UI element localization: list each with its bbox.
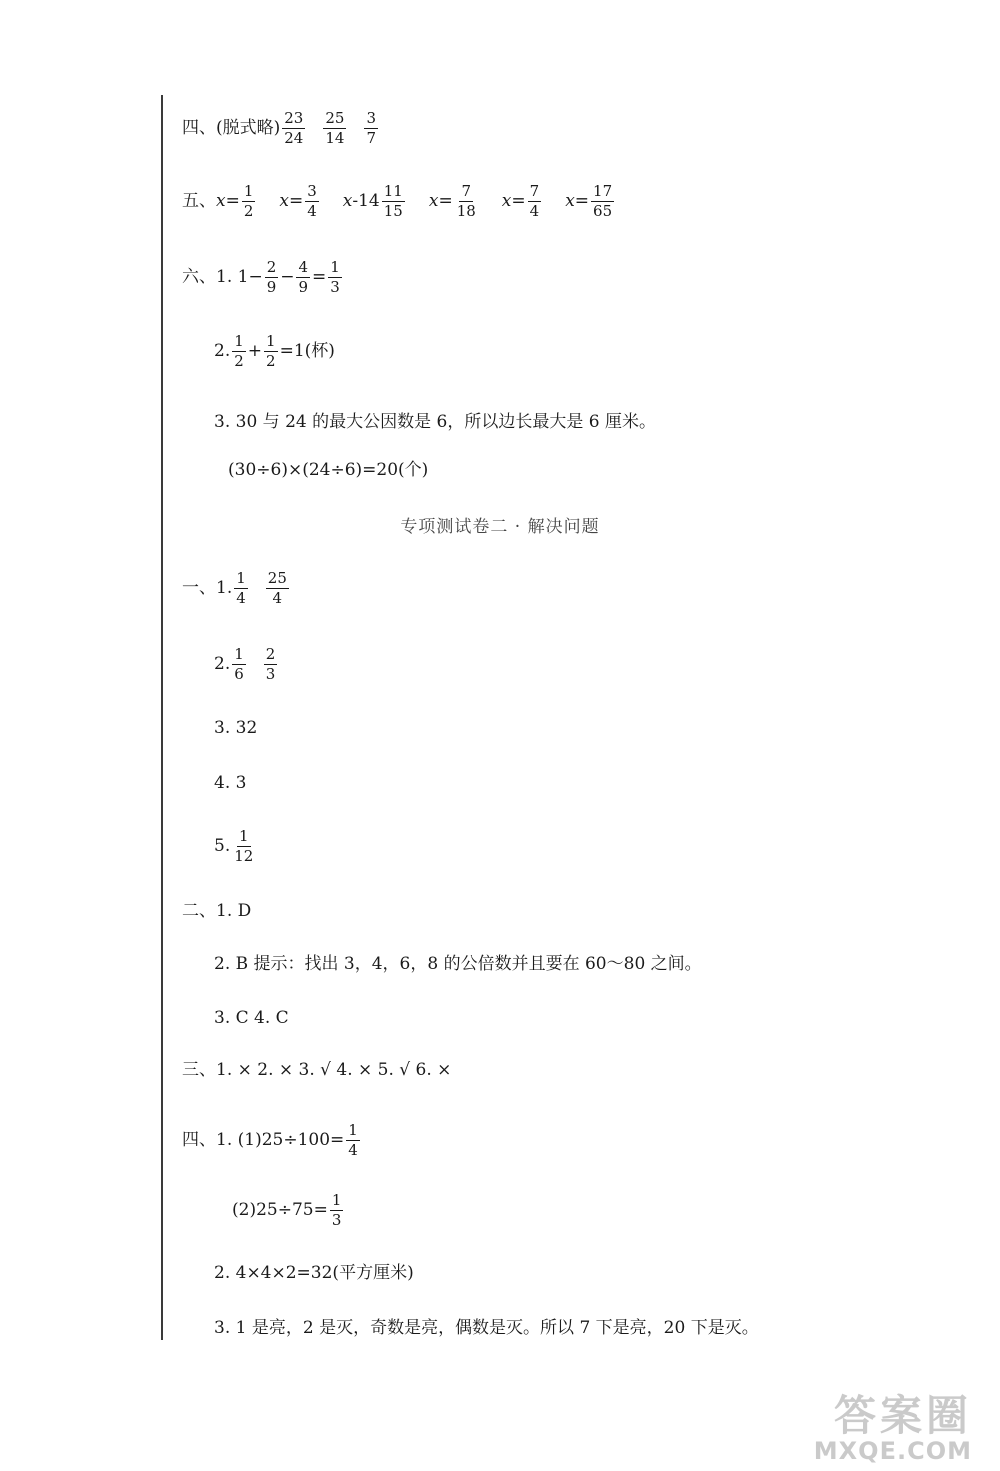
fraction: $\frac{3}{4}$ xyxy=(307,182,317,220)
fraction: $\frac{1}{6}$ xyxy=(234,645,244,683)
fraction: $\frac{7}{4}$ xyxy=(529,182,540,220)
answer-line-liu-1: 六、1. 1− $\frac{2}{9}$ − $\frac{4}{9}$ = $\frac{1}{3}$ xyxy=(182,258,340,296)
fraction: $\frac{1}{2}$ xyxy=(243,182,254,220)
answer-line-liu-3b: (30÷6)×(24÷6)=20(个) xyxy=(228,460,429,480)
section-title: 专项测试卷二 · 解决问题 xyxy=(400,517,600,537)
watermark-logo: 答案圈 MXQE.COM xyxy=(813,1391,972,1465)
fraction: $\frac{11}{15}$ xyxy=(383,182,403,220)
answer-line-san: 三、1. × 2. × 3. √ 4. × 5. √ 6. × xyxy=(182,1060,452,1080)
section-label-yi: 一、1. xyxy=(182,578,233,599)
fraction: $\frac{1}{3}$ xyxy=(330,258,340,296)
answer-line-liu-3: 3. 30 与 24 的最大公因数是 6，所以边长最大是 6 厘米。 xyxy=(214,412,656,432)
fraction: $\frac{4}{9}$ xyxy=(298,258,309,296)
answer-line-si xyxy=(182,111,380,147)
fraction: $\frac{7}{18}$ xyxy=(456,182,476,220)
fraction: $\frac{1}{12}$ xyxy=(234,827,254,865)
answer-line-er-2: 2. B 提示：找出 3，4，6，8 的公倍数并且要在 60～80 之间。 xyxy=(214,954,702,974)
answer-line-si-2: (2)25÷75= $\frac{1}{3}$ xyxy=(232,1191,342,1229)
fraction: $\frac{1}{3}$ xyxy=(331,1191,342,1229)
binding-margin-line xyxy=(161,95,163,1340)
answer-line-yi-5: 5. $\frac{1}{12}$ xyxy=(214,827,254,865)
answer-line-wu: 五、 x = $\frac{1}{2}$ x = $\frac{3}{4}$ x -14 $\frac{11}{15}$ x = $\frac{7}{18}$ x = $\frac{7}{4}$ x = $\frac{17}{65}$ xyxy=(182,182,613,220)
fraction: $\frac{2}{9}$ xyxy=(266,258,277,296)
fraction: $\frac{1}{4}$ xyxy=(236,569,246,607)
fraction: $\frac{3}{7}$ xyxy=(366,109,376,147)
answer-line-si-4: 3. 1 是亮，2 是灭，奇数是亮，偶数是灭。所以 7 下是亮，20 下是灭。 xyxy=(214,1318,759,1338)
answer-line-yi-1 xyxy=(182,571,291,607)
answer-line-yi-3: 3. 32 xyxy=(214,718,258,738)
section-label-si: 四、(脱式略) xyxy=(182,118,281,139)
answer-line-yi-2: 2. $\frac{1}{6}$ $\frac{2}{3}$ xyxy=(214,645,276,683)
answer-line-si-3: 2. 4×4×2=32(平方厘米) xyxy=(214,1263,414,1283)
section-label-liu: 六、1. 1− xyxy=(182,267,263,288)
fraction: $\frac{17}{65}$ xyxy=(593,182,613,220)
answer-line-er-1: 二、1. D xyxy=(182,901,252,921)
fraction: $\frac{1}{2}$ xyxy=(266,332,276,370)
fraction: $\frac{25}{14}$ xyxy=(325,109,345,147)
section-label-wu: 五、 xyxy=(182,191,216,212)
answer-line-er-3: 3. C 4. C xyxy=(214,1008,289,1028)
fraction: $\frac{2}{3}$ xyxy=(265,645,276,683)
answer-line-si-1: 四、1. (1)25÷100= $\frac{1}{4}$ xyxy=(182,1121,358,1159)
fraction: $\frac{25}{4}$ xyxy=(267,569,287,607)
fraction: $\frac{1}{4}$ xyxy=(348,1121,358,1159)
answer-line-yi-4: 4. 3 xyxy=(214,773,247,793)
fraction: $\frac{1}{2}$ xyxy=(234,332,244,370)
fraction: $\frac{23}{24}$ xyxy=(284,109,304,147)
answer-line-liu-2: 2. $\frac{1}{2}$ + $\frac{1}{2}$ =1(杯) xyxy=(214,332,335,370)
